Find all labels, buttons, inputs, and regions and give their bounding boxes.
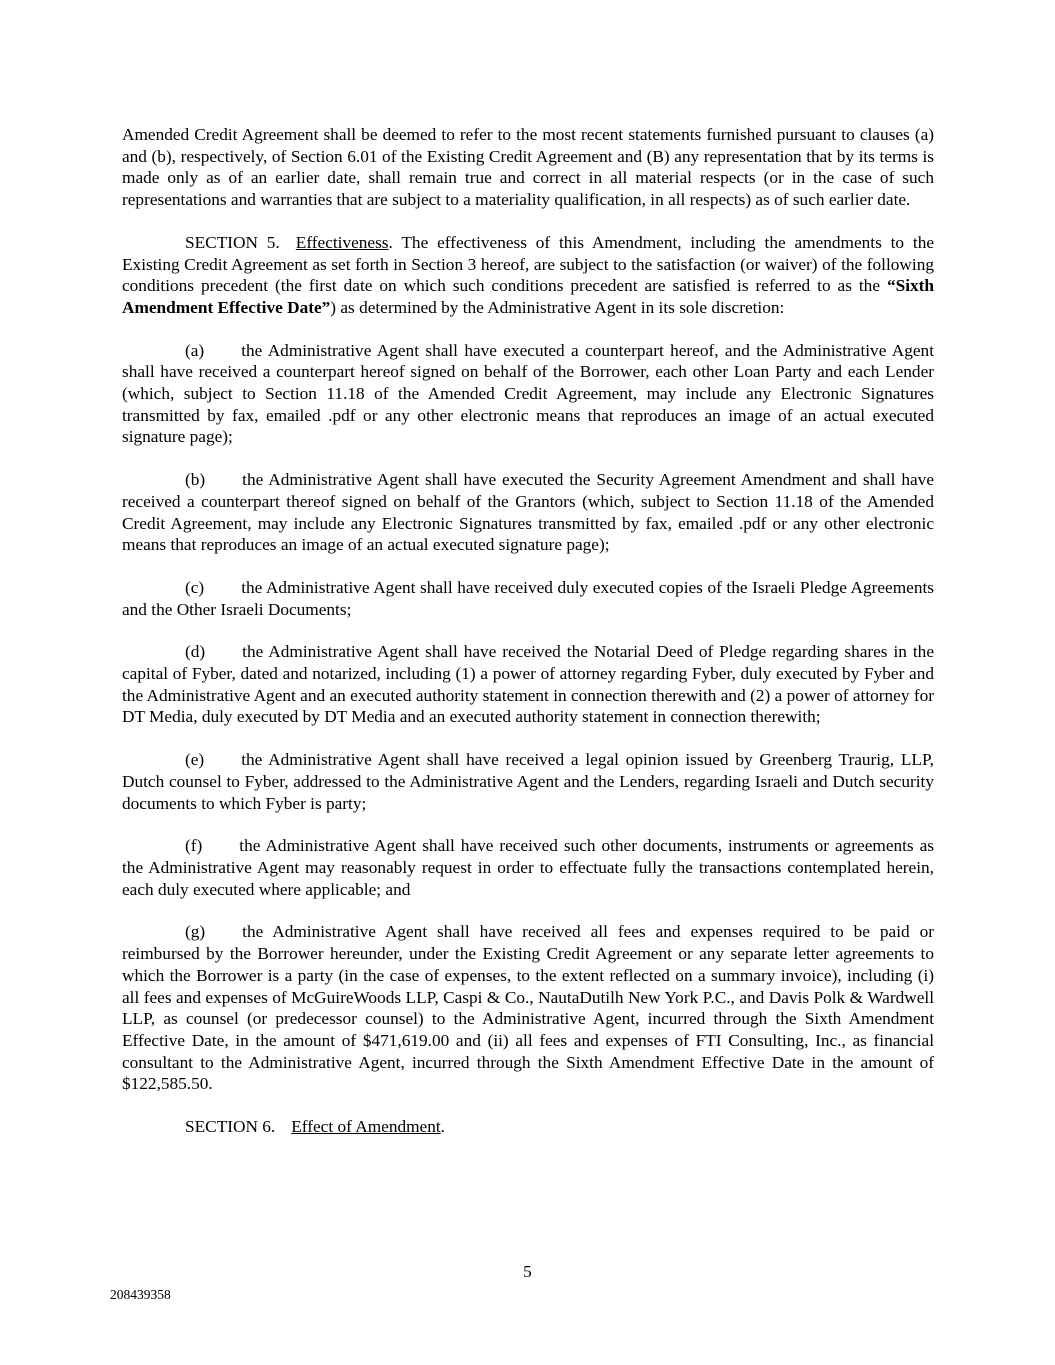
paragraph-section-5 xyxy=(122,232,934,319)
text-run: “Sixth Amendment Effective Date” xyxy=(122,276,934,317)
text-run: (c) xyxy=(185,577,205,597)
text-run: (f) xyxy=(185,836,203,856)
text-run: the Administrative Agent shall have received a legal opinion issued by Greenberg Traurig, LLP, Dutch counsel to Fyber, addressed to the Administrative Agent and the Lenders, regarding Israeli and Dutch security documents to which Fyber is party; xyxy=(122,750,934,813)
text-run: (e) xyxy=(185,750,205,770)
paragraph-item-e xyxy=(122,749,934,814)
paragraph-continuation xyxy=(122,124,934,211)
text-run: . The effectiveness of this Amendment, including the amendments to the Existing Credit Agreement as set forth in Section 3 hereof, are subject to the satisfaction (or waiver) of the following conditions precedent (the first date on which such conditions precedent are satisfied is referred to as the xyxy=(122,232,935,296)
paragraph-item-a xyxy=(122,340,934,449)
document-id: 208439358 xyxy=(110,1287,171,1302)
text-run: ) as determined by the Administrative Agent in its sole discretion: xyxy=(330,297,785,317)
paragraph-section-6 xyxy=(122,1116,934,1138)
text-run: (a) xyxy=(185,340,205,360)
text-run: Amended Credit Agreement shall be deemed to refer to the most recent statements furnished pursuant to clauses (a) and (b), respectively, of Section 6.01 of the Existing Credit Agreement and (B) any representation that by its terms is made only as of an earlier date, shall remain true and correct in all material respects (or in the case of such representations and warranties that are subject to a materiality qualification, in all respects) as of such earlier date. xyxy=(122,125,934,210)
text-run: the Administrative Agent shall have executed the Security Agreement Amendment and shall have received a counterpart thereof signed on behalf of the Grantors (which, subject to Section 11.18 of the Amended Credit Agreement, may include any Electronic Signatures transmitted by fax, emailed .pdf or any other electronic means that reproduces an image of an actual executed signature page); xyxy=(122,470,934,555)
text-run: the Administrative Agent shall have received the Notarial Deed of Pledge regarding shares in the capital of Fyber, dated and notarized, including (1) a power of attorney regarding Fyber, duly executed by Fyber and the Administrative Agent and an executed authority statement in connection therewith and (2) a power of attorney for DT Media, duly executed by DT Media and an executed authority statement in connection therewith; xyxy=(122,642,934,727)
paragraph-item-d xyxy=(122,641,934,728)
text-run: (b) xyxy=(185,470,206,490)
text-run: . xyxy=(440,1117,445,1137)
paragraph-item-b xyxy=(122,469,934,556)
text-run: the Administrative Agent shall have received duly executed copies of the Israeli Pledge Agreements and the Other Israeli Documents; xyxy=(122,577,934,619)
paragraph-item-g xyxy=(122,921,934,1095)
text-run: (d) xyxy=(185,642,206,662)
document-body xyxy=(122,124,934,1138)
paragraph-item-c xyxy=(122,577,934,620)
text-run: Effectiveness xyxy=(295,232,389,252)
text-run: the Administrative Agent shall have received such other documents, instruments or agreements as the Administrative Agent may reasonably request in order to effectuate fully the transactions contemplated herein, each duly executed where applicable; and xyxy=(122,836,934,899)
paragraph-item-f xyxy=(122,835,934,900)
text-run: (g) xyxy=(185,922,206,942)
text-run: the Administrative Agent shall have executed a counterpart hereof, and the Administrative Agent shall have received a counterpart hereof signed on behalf of the Borrower, each other Loan Party and each Lender (which, subject to Section 11.18 of the Amended Credit Agreement, may include any Electronic Signatures transmitted by fax, emailed .pdf or any other electronic means that reproduces an image of an actual executed signature page); xyxy=(122,340,934,447)
text-run: SECTION 6. xyxy=(185,1117,276,1137)
text-run: the Administrative Agent shall have received all fees and expenses required to be paid or reimbursed by the Borrower hereunder, under the Existing Credit Agreement or any separate letter agreements to which the Borrower is a party (in the case of expenses, to the extent reflected on a summary invoice), including (i) all fees and expenses of McGuireWoods LLP, Caspi & Co., NautaDutilh New York P.C., and Davis Polk & Wardwell LLP, as counsel (or predecessor counsel) to the Administrative Agent, incurred through the Sixth Amendment Effective Date, in the amount of $471,619.00 and (ii) all fees and expenses of FTI Consulting, Inc., as financial consultant to the Administrative Agent, incurred through the Sixth Amendment Effective Date in the amount of $122,585.50. xyxy=(122,922,934,1094)
text-run: Effect of Amendment xyxy=(291,1117,441,1137)
text-run: SECTION 5. xyxy=(185,232,280,252)
page-number: 5 xyxy=(523,1262,532,1281)
